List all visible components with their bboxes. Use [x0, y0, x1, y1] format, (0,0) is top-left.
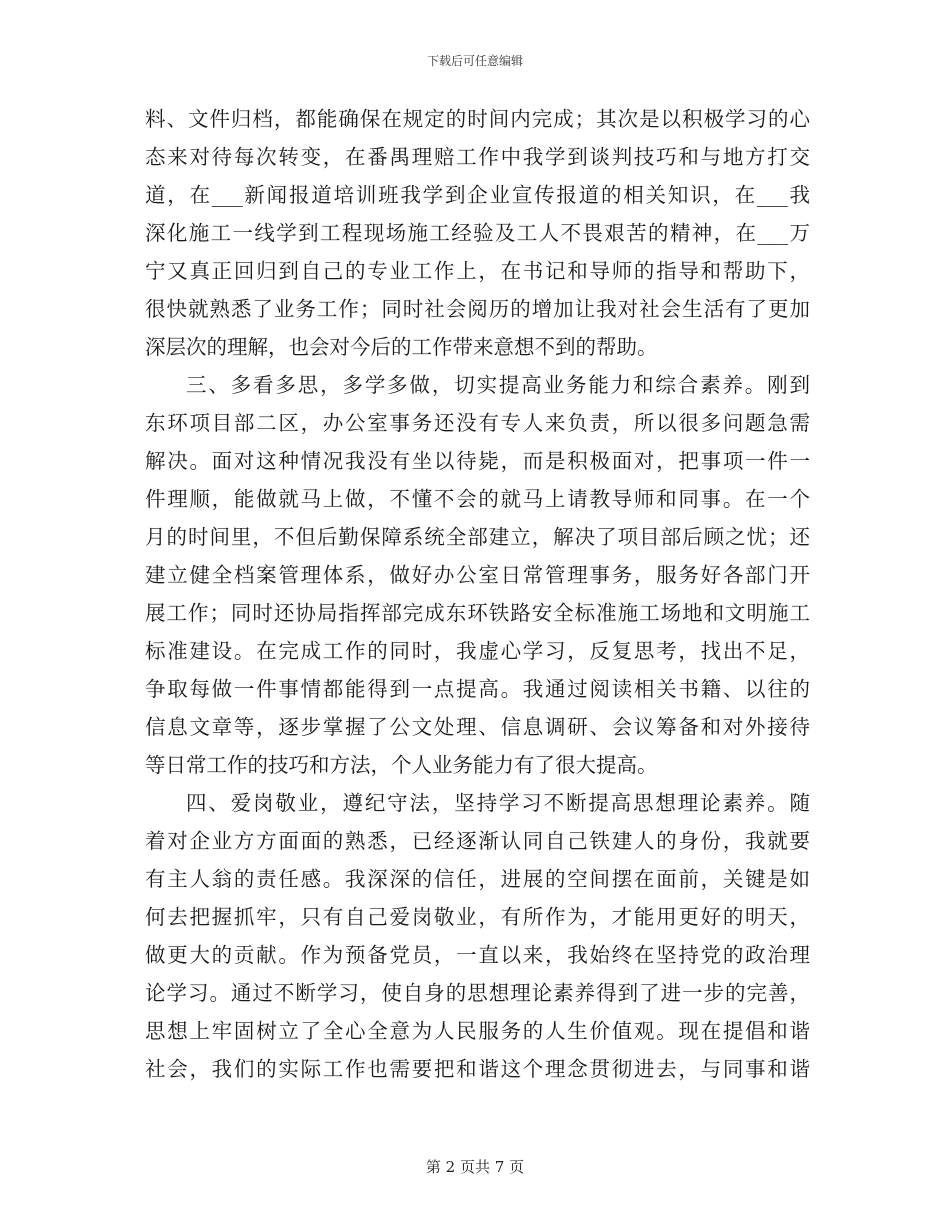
text-line: 做更大的贡献。作为预备党员，一直以来，我始终在坚持党的政治理: [145, 943, 810, 967]
text-line: 思想上牢固树立了全心全意为人民服务的人生价值观。现在提倡和谐: [145, 1019, 810, 1043]
text-line: 社会，我们的实际工作也需要把和谐这个理念贯彻进去，与同事和谐: [145, 1057, 810, 1081]
text-line: 信息文章等，逐步掌握了公文处理、信息调研、会议筹备和对外接待: [145, 715, 810, 739]
text-line: 宁又真正回归到自己的专业工作上，在书记和导师的指导和帮助下，: [145, 259, 810, 283]
text-line: 着对企业方方面面的熟悉，已经逐渐认同自己铁建人的身份，我就要: [145, 829, 810, 853]
text-line: 态来对待每次转变，在番禺理赔工作中我学到谈判技巧和与地方打交: [145, 145, 810, 169]
text-line: 有主人翁的责任感。我深深的信任，进展的空间摆在面前，关键是如: [145, 867, 810, 891]
paragraph-start-line: 三、多看多思，多学多做，切实提高业务能力和综合素养。刚到: [186, 373, 810, 397]
text-line: 论学习。通过不断学习，使自身的思想理论素养得到了进一步的完善，: [145, 981, 810, 1005]
text-line: 争取每做一件事情都能得到一点提高。我通过阅读相关书籍、以往的: [145, 677, 810, 701]
text-line: 料、文件归档，都能确保在规定的时间内完成；其次是以积极学习的心: [145, 107, 810, 131]
document-body: [145, 100, 810, 1088]
text-line: 展工作；同时还协局指挥部完成东环铁路安全标准施工场地和文明施工: [145, 601, 810, 625]
text-line: 东环项目部二区，办公室事务还没有专人来负责，所以很多问题急需: [145, 411, 810, 435]
page-number: 第 2 页共 7 页: [425, 1158, 525, 1176]
paragraph-start-line: 四、爱岗敬业，遵纪守法，坚持学习不断提高思想理论素养。随: [186, 791, 810, 815]
text-line: 标准建设。在完成工作的同时，我虚心学习，反复思考，找出不足，: [145, 639, 810, 663]
text-line: 深层次的理解，也会对今后的工作带来意想不到的帮助。: [145, 335, 658, 359]
text-line: 何去把握抓牢，只有自己爱岗敬业，有所作为，才能用更好的明天，: [145, 905, 810, 929]
text-line: 月的时间里，不但后勤保障系统全部建立，解决了项目部后顾之忧；还: [145, 525, 810, 549]
text-line: 道，在___新闻报道培训班我学到企业宣传报道的相关知识，在___我: [145, 183, 810, 207]
text-line: 等日常工作的技巧和方法，个人业务能力有了很大提高。: [145, 753, 658, 777]
text-line: 件理顺，能做就马上做，不懂不会的就马上请教导师和同事。在一个: [145, 487, 810, 511]
text-line: 建立健全档案管理体系，做好办公室日常管理事务，服务好各部门开: [145, 563, 810, 587]
text-line: 解决。面对这种情况我没有坐以待毙，而是积极面对，把事项一件一: [145, 449, 810, 473]
text-line: 深化施工一线学到工程现场施工经验及工人不畏艰苦的精神，在___万: [145, 221, 810, 245]
text-line: 很快就熟悉了业务工作；同时社会阅历的增加让我对社会生活有了更加: [145, 297, 810, 321]
page-header-note: 下载后可任意编辑: [426, 54, 523, 68]
